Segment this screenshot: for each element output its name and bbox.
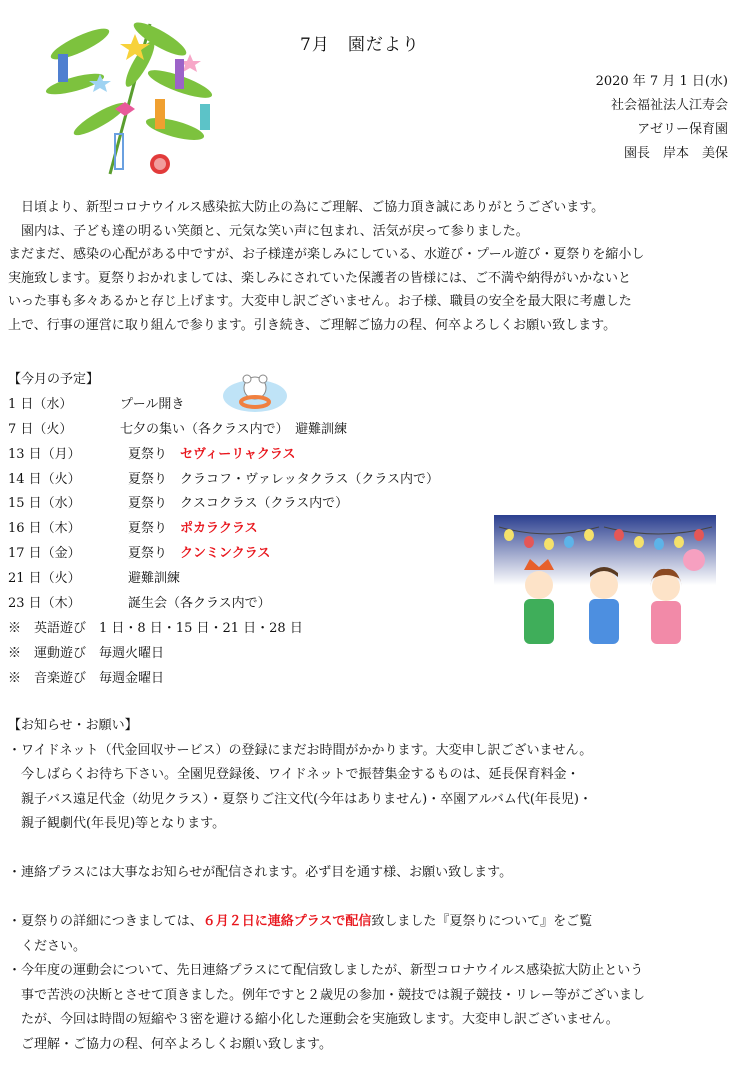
intro-line: まだまだ、感染の心配がある中ですが、お子様達が楽しみにしている、水遊び・プール遊び・夏祭りを縮小し [8,247,645,262]
notice-line: ください。 [8,938,87,954]
notice-line: たが、今回は時間の短縮や３密を避ける縮小化した運動会を実施致します。大変申し訳ございません。 [8,1012,619,1027]
summer-festival-illustration [494,515,716,650]
director-name: 園長 岸本 美保 [623,146,728,161]
notice-line: 親子観劇代(年長児)等となります。 [8,816,226,831]
tanabata-bamboo-illustration [40,14,230,179]
corporation-name: 社会福祉法人江寿会 [610,98,728,113]
issue-date: 2020 年 7 月 1 日(水) [595,74,728,89]
class-highlight: セヴィーリャクラス [180,446,296,462]
intro-line: 実施致します。夏祭りおかれましては、楽しみにされていた保護者の皆様には、ご不満や納得がいかないと [8,270,631,286]
notice-line: ・連絡プラスには大事なお知らせが配信されます。必ず目を通す様、お願い致します。 [8,865,513,880]
header-info [596,70,728,166]
notice-line: ・夏祭りの詳細につきましては、６月２日に連絡プラスで配信致しました『夏祭りについて』をご覧 [8,914,593,929]
notice-line: 今しばらくお待ち下さい。全園児登録後、ワイドネットで振替集金するものは、延長保育料金・ [8,767,580,782]
notice-line: 事で苦渋の決断とさせて頂きました。例年ですと２歳児の参加・競技では親子競技・リレー等がございまし [8,987,646,1003]
intro-line: いった事も多々あるかと存じ上げます。大変申し訳ございません。お子様、職員の安全を最大限に考慮した [8,294,632,309]
notice-line: ・ワイドネット（代金回収サービス）の登録にまだお時間がかかります。大変申し訳ございません。 [8,742,593,758]
page-title: 7月 園だより [300,35,420,55]
nursery-name: アゼリー保育園 [637,122,728,137]
notice-line: ご理解・ご協力の程、何卒よろしくお願い致します。 [8,1036,332,1052]
intro-section [8,196,732,337]
notice-line: ・今年度の運動会について、先日連絡プラスにて配信致しましたが、新型コロナウイルス感染拡大防止という [8,963,644,978]
highlight-text: ６月２日に連絡プラスで配信 [202,914,372,929]
notice-section [8,714,645,1057]
class-highlight: ポカラクラス [180,521,258,537]
intro-line: 日頃より、新型コロナウイルス感染拡大防止の為にご理解、ご協力頂き誠にありがとうございます。 [8,200,605,215]
notice-line: 親子バス遠足代金（幼児クラス）・夏祭りご注文代(今年はありません)・卒園アルバム代(年長児)・ [8,791,592,807]
pool-bear-illustration [222,370,288,414]
intro-line: 園内は、子ども達の明るい笑顔と、元気な笑い声に包まれ、活気が戻って参りました。 [8,223,529,239]
intro-line: 上で、行事の運営に取り組んで参ります。引き続き、ご理解ご協力の程、何卒よろしくお願い致します。 [8,317,617,333]
class-highlight: クンミンクラス [180,546,271,562]
notice-heading: 【お知らせ・お願い】 [8,718,138,733]
